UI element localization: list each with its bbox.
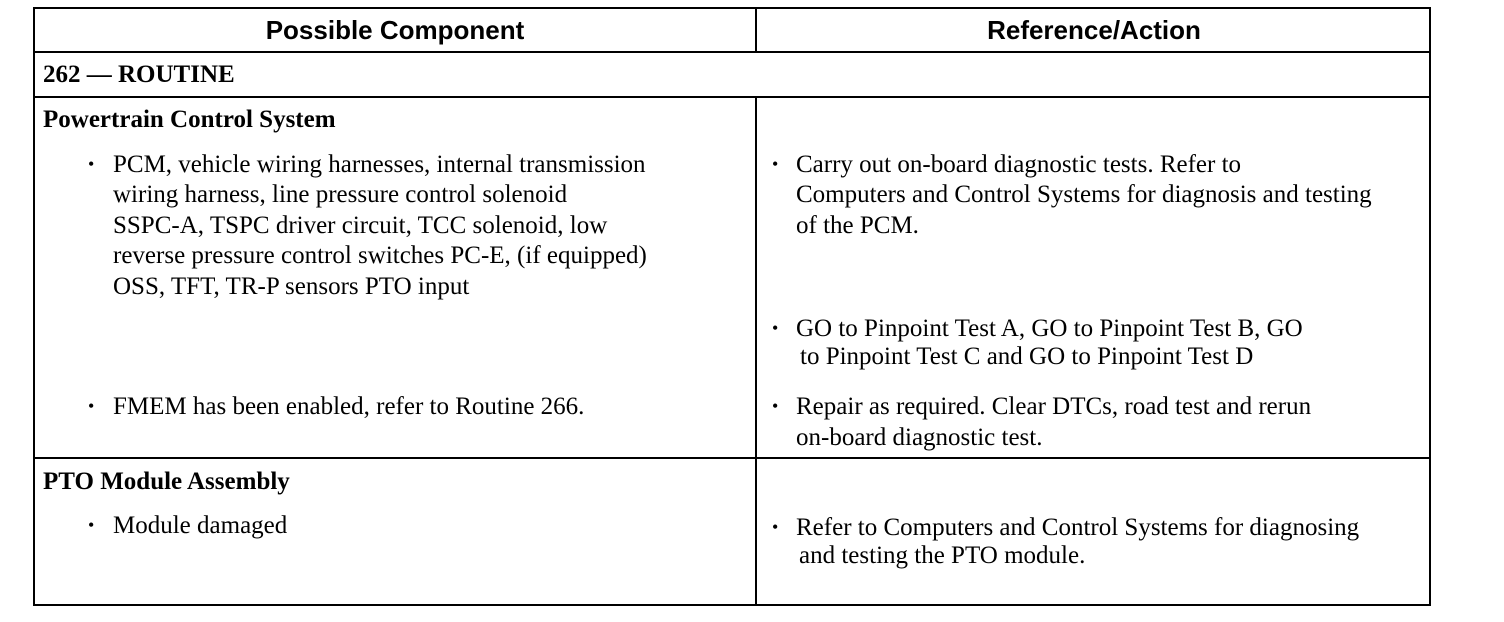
bullet-icon: •: [772, 396, 779, 416]
column-divider-body: [755, 96, 757, 606]
component-line: wiring harness, line pressure control solenoid: [113, 181, 568, 208]
bullet-icon: •: [88, 396, 95, 416]
column-divider-header: [755, 9, 757, 51]
action-line: GO to Pinpoint Test A, GO to Pinpoint Test B, GO: [796, 315, 1303, 342]
section-title-pto-module: PTO Module Assembly: [43, 468, 290, 495]
action-line: on-board diagnostic test.: [796, 424, 1043, 451]
action-line: Carry out on-board diagnostic tests. Refer to: [796, 151, 1242, 178]
bullet-icon: •: [88, 515, 95, 535]
section-title-powertrain: Powertrain Control System: [43, 106, 336, 133]
bullet-icon: •: [772, 154, 779, 174]
component-line: PCM, vehicle wiring harnesses, internal transmission: [113, 151, 646, 178]
action-line: of the PCM.: [796, 212, 919, 239]
header-possible-component: Possible Component: [265, 14, 525, 45]
action-line: to Pinpoint Test C and GO to Pinpoint Test D: [800, 343, 1254, 370]
component-line: FMEM has been enabled, refer to Routine 266.: [113, 393, 585, 420]
bullet-icon: •: [88, 154, 95, 174]
bullet-icon: •: [772, 318, 779, 338]
component-line: reverse pressure control switches PC-E, (if equipped): [113, 242, 647, 269]
component-line: OSS, TFT, TR-P sensors PTO input: [113, 273, 470, 300]
header-reference-action: Reference/Action: [987, 14, 1201, 45]
routine-divider: [35, 96, 1429, 98]
action-line: Computers and Control Systems for diagnosis and testing: [796, 181, 1372, 208]
section-divider: [35, 457, 1429, 459]
action-line: Repair as required. Clear DTCs, road test and rerun: [796, 393, 1312, 420]
component-line: SSPC-A, TSPC driver circuit, TCC solenoid, low: [113, 212, 608, 239]
component-line: Module damaged: [113, 512, 288, 539]
header-divider: [35, 51, 1429, 53]
action-line: and testing the PTO module.: [799, 542, 1086, 569]
bullet-icon: •: [772, 517, 779, 537]
routine-title: 262 — ROUTINE: [43, 61, 235, 88]
diagnostic-table: [33, 7, 1431, 606]
action-line: Refer to Computers and Control Systems for diagnosing: [796, 514, 1360, 541]
